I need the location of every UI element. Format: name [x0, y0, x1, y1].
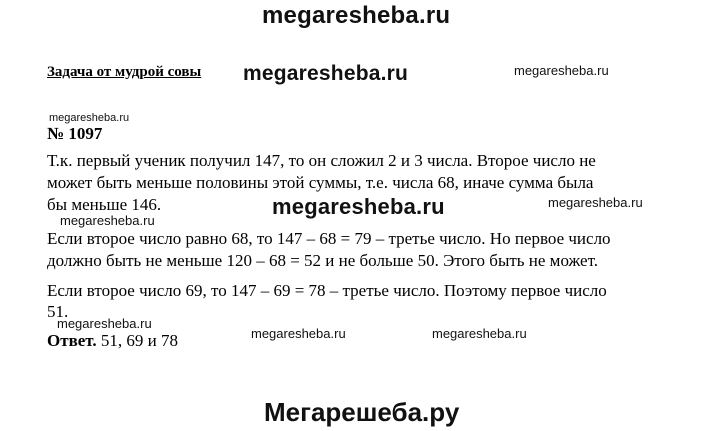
paragraph1-line3: бы меньше 146.	[47, 195, 162, 214]
watermark-center-mid: megaresheba.ru	[272, 194, 445, 219]
watermark-top: megaresheba.ru	[262, 2, 451, 29]
paragraph1-line1: Т.к. первый ученик получил 147, то он сложил 2 и 3 числа. Второе число не	[47, 151, 596, 170]
watermark-right-low: megaresheba.ru	[432, 326, 527, 341]
watermark-top-right: megaresheba.ru	[514, 63, 609, 78]
watermark-footer: Мегарешеба.ру	[264, 397, 460, 427]
watermark-right-mid: megaresheba.ru	[548, 195, 643, 210]
watermark-after-title: megaresheba.ru	[243, 62, 409, 85]
watermark-above-number: megaresheba.ru	[49, 112, 130, 124]
answer-label: Ответ.	[47, 331, 97, 350]
paragraph2-line2: должно быть не меньше 120 – 68 = 52 и не больше 50. Этого быть не может.	[47, 251, 598, 270]
answer-value: 51, 69 и 78	[100, 331, 178, 350]
paragraph1-line2: может быть меньше половины этой суммы, т.е. числа 68, иначе сумма была	[47, 173, 594, 192]
task-number: № 1097	[47, 124, 103, 143]
watermark-left-mid: megaresheba.ru	[60, 213, 155, 228]
watermark-left-low: megaresheba.ru	[57, 316, 152, 331]
watermark-center-low: megaresheba.ru	[251, 326, 346, 341]
section-title: Задача от мудрой совы	[47, 64, 202, 80]
paragraph3-line2: 51.	[47, 302, 69, 321]
answer	[47, 330, 178, 352]
paragraph2-line1: Если второе число равно 68, то 147 – 68 = 79 – третье число. Но первое число	[47, 229, 611, 248]
paragraph3-line1: Если второе число 69, то 147 – 69 = 78 – третье число. Поэтому первое число	[47, 281, 607, 300]
